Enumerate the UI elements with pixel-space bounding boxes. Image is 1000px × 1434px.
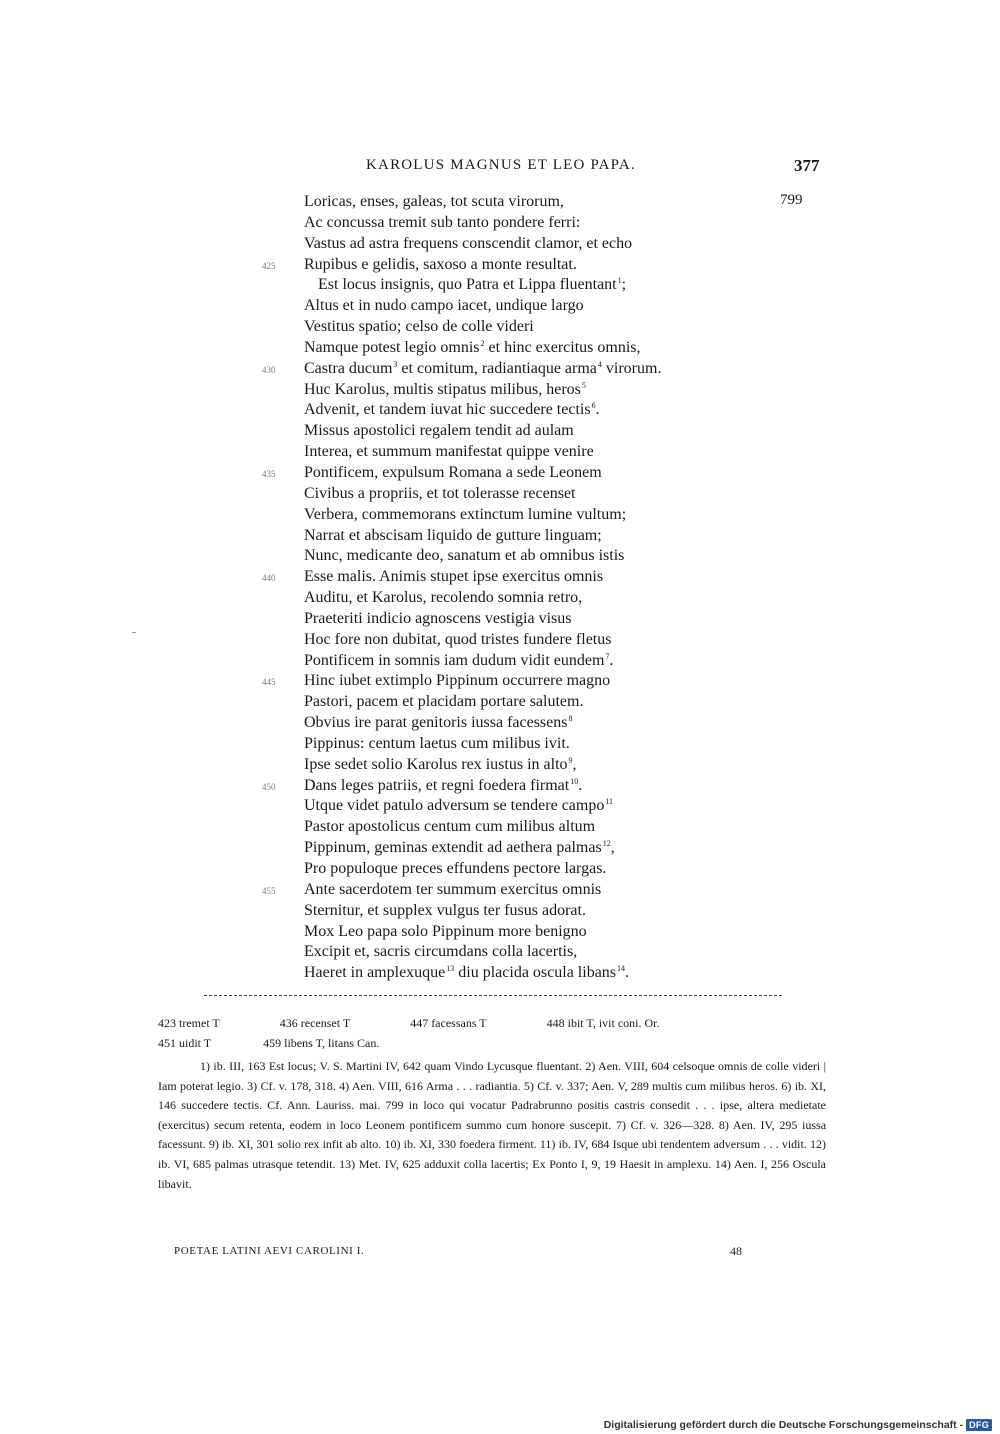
line-number: 435 — [262, 468, 276, 479]
verse-line — [0, 213, 1000, 234]
verse-text — [304, 421, 574, 442]
verse-line — [0, 755, 1000, 776]
verse-text — [304, 713, 572, 734]
verse-text — [304, 796, 613, 817]
verse-segment: Missus apostolici regalem tendit ad aulam — [304, 422, 574, 440]
scan-margin-mark — [132, 632, 136, 633]
verse-line — [0, 400, 1000, 421]
footnote-separator-rule — [204, 995, 782, 996]
verse-segment: . — [625, 964, 630, 982]
verse-segment: Est locus insignis, quo Patra et Lippa fluentant — [318, 276, 617, 294]
verse-text — [304, 671, 610, 692]
footnote-marker[interactable]: 6 — [591, 401, 596, 411]
verse-line — [0, 817, 1000, 838]
footnote: 14) Aen. I, 256 Oscula libavit. — [158, 1156, 827, 1191]
verse-line — [0, 796, 1000, 817]
verse-line — [0, 546, 1000, 567]
verse-segment: Hinc iubet extimplo Pippinum occurrere magno — [304, 672, 611, 690]
verse-text — [304, 651, 613, 672]
footnote: 1) ib. III, 163 Est locus; V. S. Martini IV, 642 quam Vindo Lycusque fluentant. — [200, 1059, 582, 1073]
verse-line — [0, 296, 1000, 317]
verse-segment: Excipit et, sacris circumdans colla lacertis, — [304, 943, 578, 961]
verse-text — [304, 255, 577, 276]
verse-text — [304, 192, 564, 213]
verse-line — [0, 734, 1000, 755]
verse-segment: Pastor apostolicus centum cum milibus altum — [304, 818, 596, 836]
verse-segment: ; — [621, 276, 627, 294]
apparatus-entry: 451 uidit T — [158, 1036, 212, 1050]
footnote: 2) Aen. VIII, 604 celsoque omnis de colle videri | Iam poterat legio. — [158, 1059, 827, 1093]
verse-text — [304, 776, 582, 797]
verse-line — [0, 651, 1000, 672]
line-number: 425 — [262, 260, 276, 271]
verse-line — [0, 484, 1000, 505]
verse-text — [304, 359, 661, 380]
verse-segment: Pastori, pacem et placidam portare salutem. — [304, 693, 584, 711]
verse-segment: Interea, et summum manifestat quippe venire — [304, 443, 594, 461]
verse-segment: Esse malis. Animis stupet ipse exercitus omnis — [304, 568, 604, 586]
line-number: 450 — [262, 781, 276, 792]
verse-segment: Pro populoque preces effundens pectore largas. — [304, 860, 607, 877]
verse-line — [0, 713, 1000, 734]
verse-text — [304, 380, 586, 401]
verse-segment: Vastus ad astra frequens conscendit clamor, et echo — [304, 234, 633, 252]
footnote-marker[interactable]: 4 — [597, 359, 602, 369]
verse-line — [0, 421, 1000, 442]
verse-segment: Namque potest legio omnis — [304, 338, 480, 356]
page-number: 377 — [794, 156, 820, 175]
verse-segment: diu placida oscula libans — [454, 964, 617, 982]
footnote-marker[interactable]: 10 — [570, 776, 579, 786]
verse-text — [304, 901, 586, 922]
apparatus-entry: 448 ibit T, ivit coni. Or. — [546, 1016, 660, 1030]
verse-text — [318, 275, 626, 296]
line-number: 430 — [262, 364, 276, 375]
verse-line — [0, 588, 1000, 609]
verse-segment: Huc Karolus, multis stipatus milibus, heros — [304, 380, 581, 398]
footnotes — [158, 1057, 826, 1194]
verse-segment: Altus et in nudo campo iacet, undique largo — [304, 297, 584, 315]
verse-line — [0, 275, 1000, 296]
funding-notice-text: Digitalisierung gefördert durch die Deutsche Forschungsgemeinschaft - — [603, 1419, 964, 1431]
apparatus-entry: 423 tremet T — [158, 1016, 220, 1030]
verse-segment: , — [572, 755, 577, 773]
footnote-marker[interactable]: 2 — [480, 338, 485, 348]
footnote-marker[interactable]: 5 — [581, 380, 586, 390]
verse-segment: Hoc fore non dubitat, quod tristes fundere fletus — [304, 630, 612, 648]
footnote: 13) Met. IV, 625 adduxit colla lacertis; Ex Ponto I, 9, 19 Haesit in amplexu. — [339, 1156, 712, 1171]
verse-line — [0, 942, 1000, 963]
verse-line — [0, 630, 1000, 651]
verse-line — [0, 880, 1000, 901]
verse-text — [304, 734, 570, 755]
footnote-marker[interactable]: 7 — [605, 651, 610, 661]
verse-text — [304, 400, 600, 421]
verse-segment: Obvius ire parat genitoris iussa facessens — [304, 714, 568, 732]
line-number: 445 — [262, 677, 276, 688]
verse-text — [304, 880, 601, 901]
verse-segment: Utque videt patulo adversum se tendere campo — [304, 797, 605, 815]
verse-line — [0, 838, 1000, 859]
footnote-marker[interactable]: 14 — [617, 964, 626, 974]
footnote: 11) ib. IV, 684 Isque ubi tendentem adversum . . . vidit. — [539, 1137, 807, 1152]
verse-line — [0, 776, 1000, 797]
apparatus-entry: 459 libens T, litans Can. — [263, 1036, 380, 1050]
verse-line — [0, 922, 1000, 943]
verse-segment: Verbera, commemorans extinctum lumine vultum; — [304, 505, 627, 523]
verse-text — [304, 630, 611, 651]
verse-text — [304, 484, 575, 505]
verse-segment: Pontificem, expulsum Romana a sede Leonem — [304, 463, 602, 481]
footnote: 12) ib. VI, 685 palmas utrasque tetendit. — [158, 1137, 827, 1171]
verse-line — [0, 567, 1000, 588]
verse-text — [304, 963, 629, 984]
apparatus-entry: 436 recenset T — [279, 1016, 351, 1030]
line-number: 455 — [262, 885, 276, 896]
verse-segment: Civibus a propriis, et tot tolerasse recenset — [304, 484, 576, 502]
dfg-logo: DFG — [966, 1419, 992, 1431]
verse-segment: Castra ducum — [304, 359, 393, 377]
footnote: 4) Aen. VIII, 616 Arma . . . radiantia. — [339, 1078, 521, 1093]
verse-line — [0, 463, 1000, 484]
verse-segment: Loricas, enses, galeas, tot scuta virorum, — [304, 193, 564, 210]
footnote: 10) ib. XI, 330 foedera firment. — [384, 1137, 537, 1152]
footnote-marker[interactable]: 11 — [605, 797, 614, 807]
footnote-marker[interactable]: 12 — [602, 839, 611, 849]
verse-segment: virorum. — [601, 359, 662, 377]
verse-segment: . — [609, 651, 614, 669]
verse-segment: Auditu, et Karolus, recolendo somnia retro, — [304, 589, 583, 607]
verse-line — [0, 609, 1000, 630]
verse-segment: Ac concussa tremit sub tanto pondere ferri: — [304, 213, 581, 231]
verse-line — [0, 359, 1000, 380]
verse-text — [304, 755, 577, 776]
verse-segment: Vestitus spatio; celso de colle videri — [304, 318, 534, 336]
verse-segment: Pontificem in somnis iam dudum vidit eundem — [304, 651, 605, 669]
footnote-marker[interactable]: 13 — [446, 964, 455, 974]
verse-line — [0, 338, 1000, 359]
funding-notice — [604, 1419, 992, 1431]
verse-text — [304, 505, 626, 526]
verse-text — [304, 463, 602, 484]
year-marginal-reference: 799 — [780, 192, 803, 208]
verse-text — [304, 442, 594, 463]
footnote-marker[interactable]: 8 — [568, 714, 573, 724]
verse-text — [304, 859, 606, 880]
verse-line — [0, 901, 1000, 922]
verse-text — [304, 609, 572, 630]
verse-line — [0, 317, 1000, 338]
line-number: 440 — [262, 573, 276, 584]
footnote: 3) Cf. v. 178, 318. — [247, 1078, 336, 1093]
footnote: 7) Cf. v. 326—328. — [615, 1117, 715, 1132]
verse-text — [304, 317, 534, 338]
signature-mark: 48 — [730, 1244, 742, 1258]
verse-segment: et comitum, radiantiaque arma — [397, 359, 597, 377]
verse-line — [0, 859, 1000, 880]
verse-line — [0, 692, 1000, 713]
verse-segment: Ante sacerdotem ter summum exercitus omnis — [304, 880, 602, 898]
verse-line — [0, 671, 1000, 692]
verse-segment: Haeret in amplexuque — [304, 964, 446, 982]
verse-line — [0, 526, 1000, 547]
verse-text — [304, 296, 584, 317]
verse-line — [0, 963, 1000, 984]
verse-text — [304, 526, 602, 547]
verse-line — [0, 255, 1000, 276]
verse-text — [304, 338, 641, 359]
verse-line — [0, 505, 1000, 526]
verse-text — [304, 546, 624, 567]
footnote: 8) Aen. IV, 295 iussa facessunt. — [158, 1117, 827, 1152]
verse-segment: Praeteriti indicio agnoscens vestigia visus — [304, 609, 572, 627]
verse-line — [0, 234, 1000, 255]
verse-segment: Sternitur, et supplex vulgus ter fusus adorat. — [304, 901, 586, 919]
verse-text — [304, 922, 587, 943]
apparatus-entry: 447 facessans T — [410, 1016, 487, 1030]
verse-text — [304, 838, 615, 859]
running-header-title: KAROLUS MAGNUS ET LEO PAPA. — [366, 157, 636, 173]
verse-segment: . — [595, 401, 600, 419]
critical-apparatus — [158, 1013, 826, 1053]
verse-text — [304, 567, 603, 588]
verse-segment: , — [610, 839, 615, 857]
verse-segment: Pippinum, geminas extendit ad aethera palmas — [304, 839, 602, 857]
verse-text — [304, 692, 583, 713]
verse-segment: Narrat et abscisam liquido de gutture linguam; — [304, 526, 602, 544]
footnote-marker[interactable]: 3 — [393, 359, 398, 369]
verse-line — [0, 192, 1000, 213]
footnote: 6) ib. XI, 146 succedere tectis. Cf. Ann. Lauriss. mai. 799 in loco qui vocatur Padrabrunno positis castris consedit . . . ipse, altera medietate (exercitus) secum retenta, eodem in loco Leonem pontificem summo cum honore suscepit. — [158, 1078, 827, 1132]
verse-text — [304, 817, 595, 838]
verse-segment: Pippinus: centum laetus cum milibus ivit. — [304, 734, 570, 752]
apparatus-row — [158, 1013, 826, 1033]
verse-line — [0, 380, 1000, 401]
verse-segment: et hinc exercitus omnis, — [484, 338, 641, 356]
verse-segment: Rupibus e gelidis, saxoso a monte resultat. — [304, 255, 577, 273]
series-footer: POETAE LATINI AEVI CAROLINI I. — [174, 1245, 365, 1257]
apparatus-row — [158, 1033, 826, 1053]
verse-segment: Mox Leo papa solo Pippinum more benigno — [304, 922, 587, 940]
verse-segment: . — [578, 776, 583, 794]
verse-segment: Advenit, et tandem iuvat hic succedere tectis — [304, 401, 591, 419]
verse-text — [304, 942, 577, 963]
footnote: 9) ib. XI, 301 solio rex infit ab alto. — [208, 1137, 382, 1152]
footnote-marker[interactable]: 1 — [617, 276, 622, 286]
verse-text — [304, 234, 632, 255]
verse-text — [304, 213, 580, 234]
footnote: 5) Cf. v. 337; Aen. V, 289 multis cum milibus heros. — [523, 1078, 778, 1093]
verse-segment: Dans leges patriis, et regni foedera firmat — [304, 776, 570, 794]
footnote-marker[interactable]: 9 — [568, 755, 573, 765]
verse-segment: Ipse sedet solio Karolus rex iustus in alto — [304, 755, 568, 773]
verse-text — [304, 588, 582, 609]
verse-segment: Nunc, medicante deo, sanatum et ab omnibus istis — [304, 547, 625, 565]
poem-text — [0, 192, 1000, 984]
verse-line — [0, 442, 1000, 463]
